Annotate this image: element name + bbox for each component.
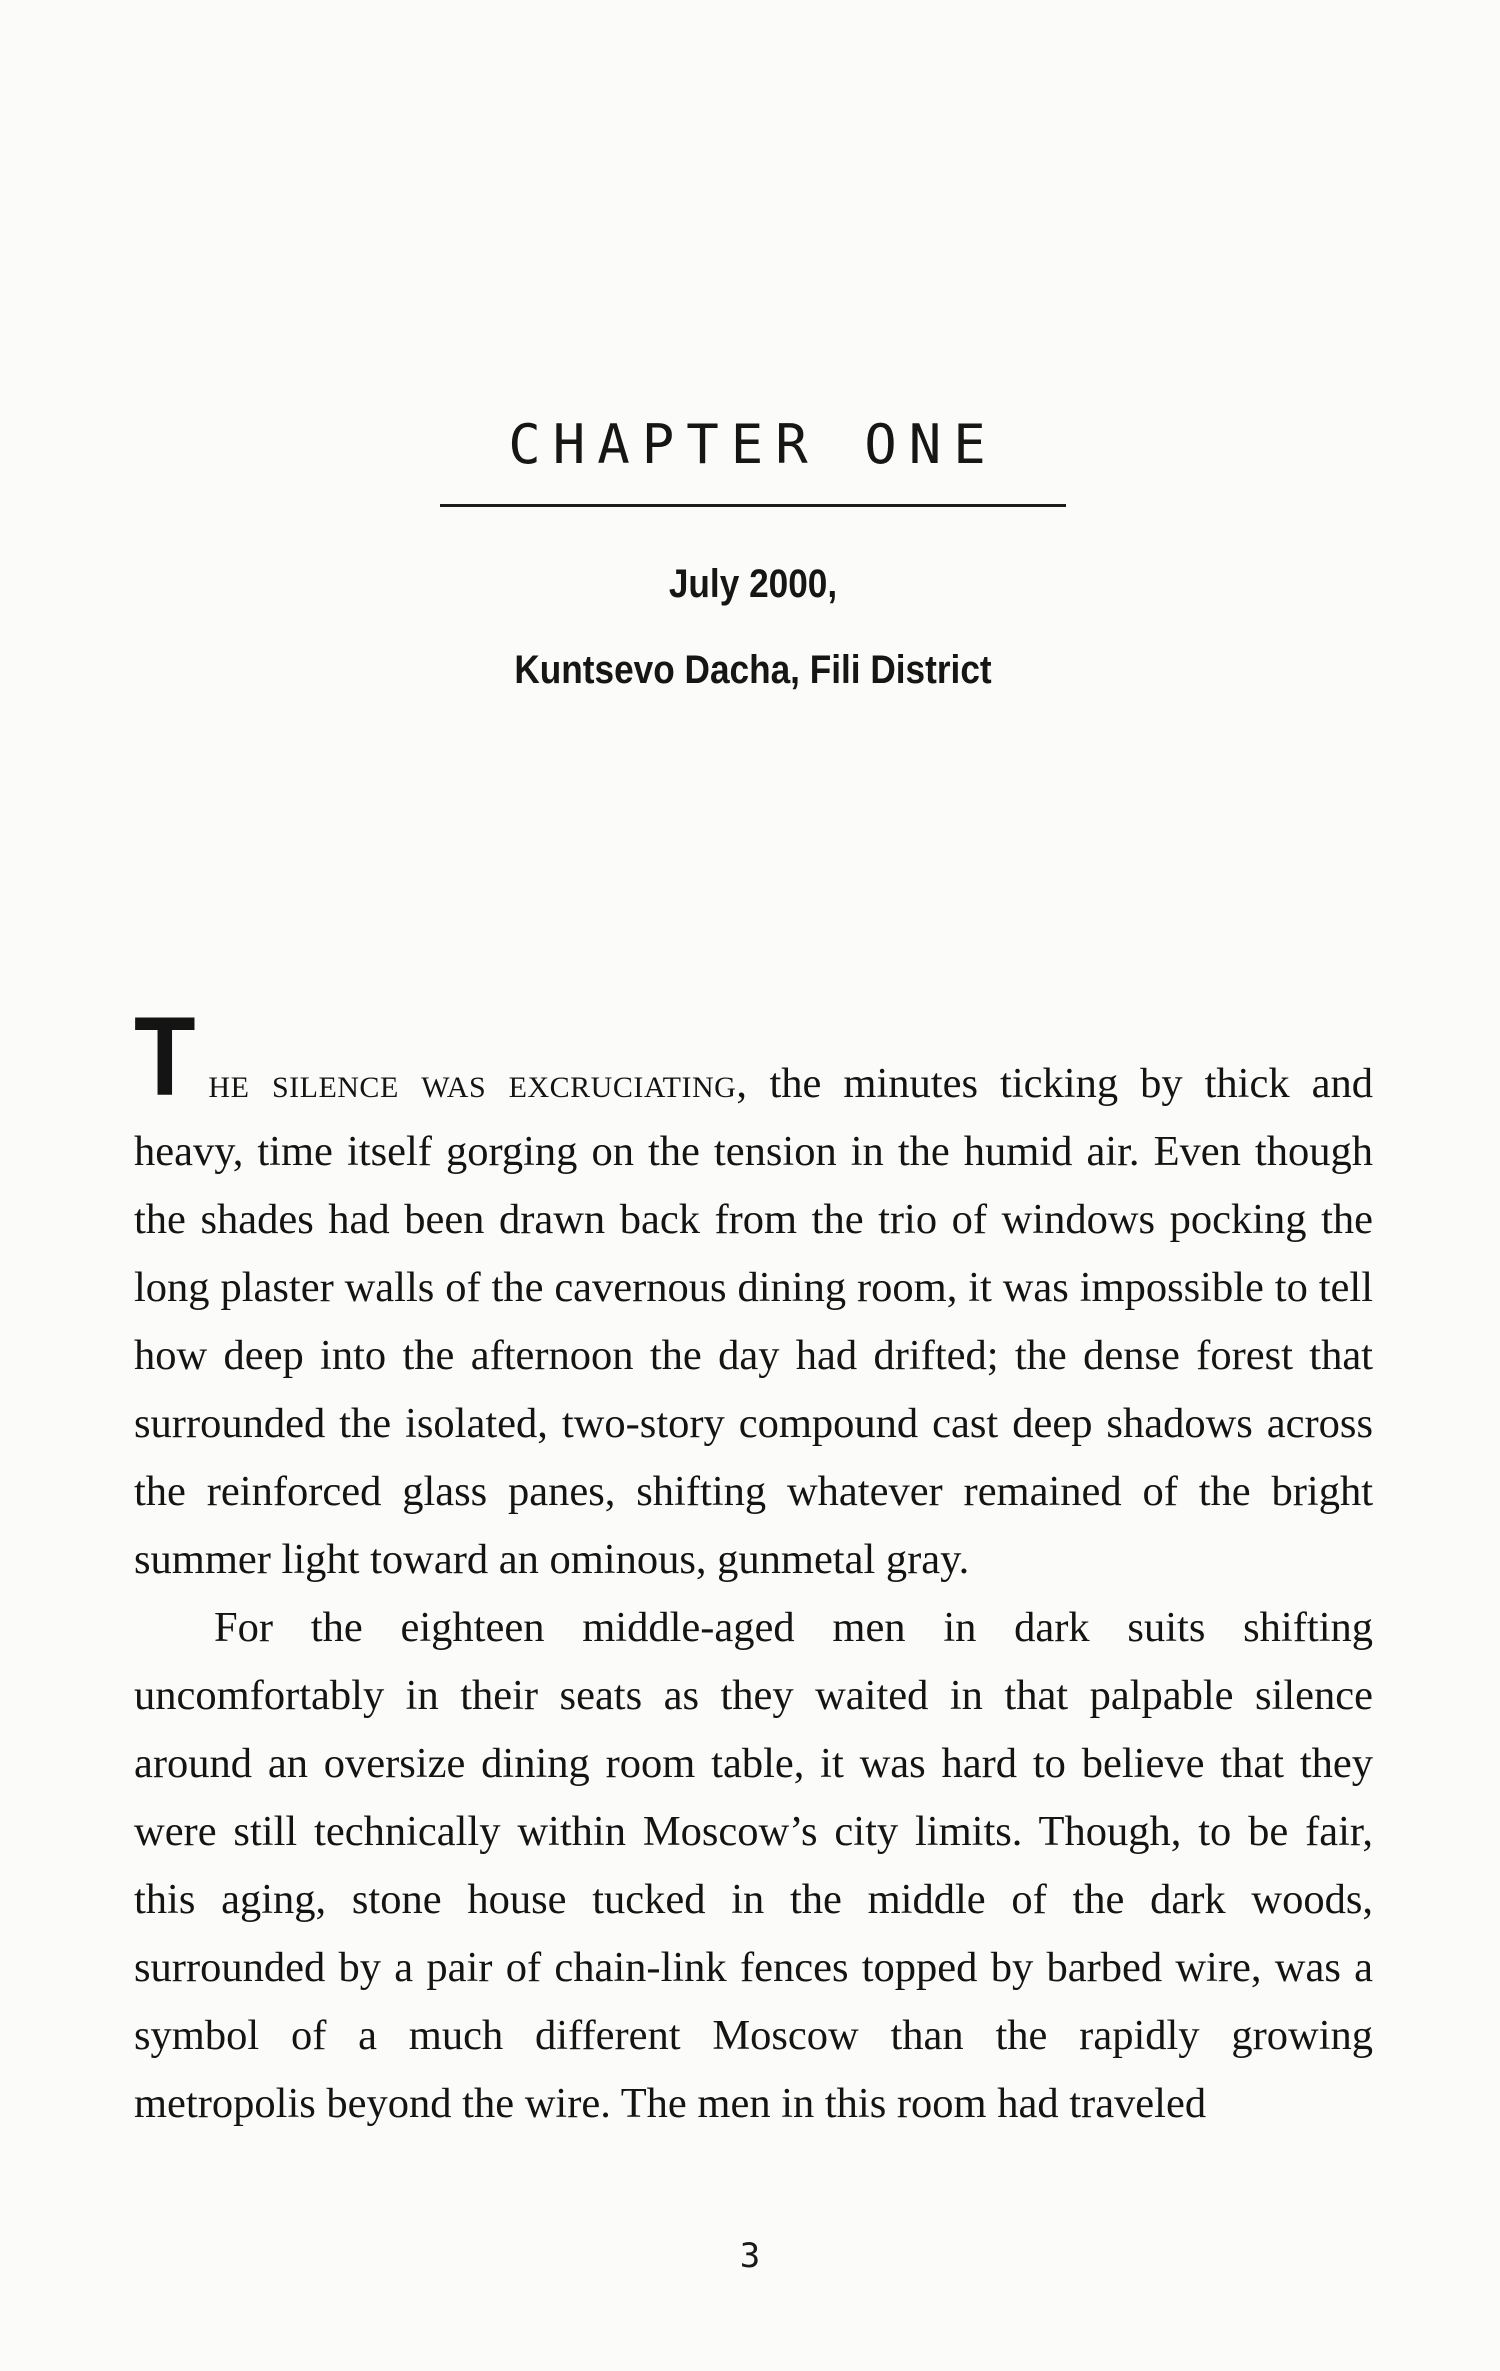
heading-rule <box>440 504 1066 507</box>
paragraph-2: For the eighteen middle-aged men in dark suits shifting uncomfortably in their seats as they waited in that palpable silence around an oversize dining room table, it was hard to believe that they were still technically within Moscow’s city limits. Though, to be fair, this aging, stone house tucked in the middle of the dark woods, surrounded by a pair of chain-link fences topped by barbed wire, was a symbol of a much different Moscow than the rapidly growing metropolis beyond the wire. The men in this room had traveled <box>134 1604 1373 2127</box>
paragraph-1 <box>134 994 1373 1594</box>
chapter-heading: CHAPTER ONE <box>508 413 998 476</box>
dateline-date: July 2000, <box>668 562 838 606</box>
chapter-body <box>134 994 1373 2138</box>
opening-small-caps: he silence was excruciating, <box>208 1060 748 1107</box>
paragraph-1-text: the minutes ticking by thick and heavy, time itself gorging on the tension in the humid air. Even though the shades had been drawn back from the trio of windows pocking the long plaster walls of the cavernous dining room, it was impossible to tell how deep into the afternoon the day had drifted; the dense forest that surrounded the isolated, two-story compound cast deep shadows across the reinforced glass panes, shifting whatever remained of the bright summer light toward an ominous, gunmetal gray. <box>134 1060 1373 1583</box>
drop-cap: T <box>134 994 196 1119</box>
dateline-location: Kuntsevo Dacha, Fili District <box>514 648 992 692</box>
page-number: 3 <box>739 2236 761 2276</box>
